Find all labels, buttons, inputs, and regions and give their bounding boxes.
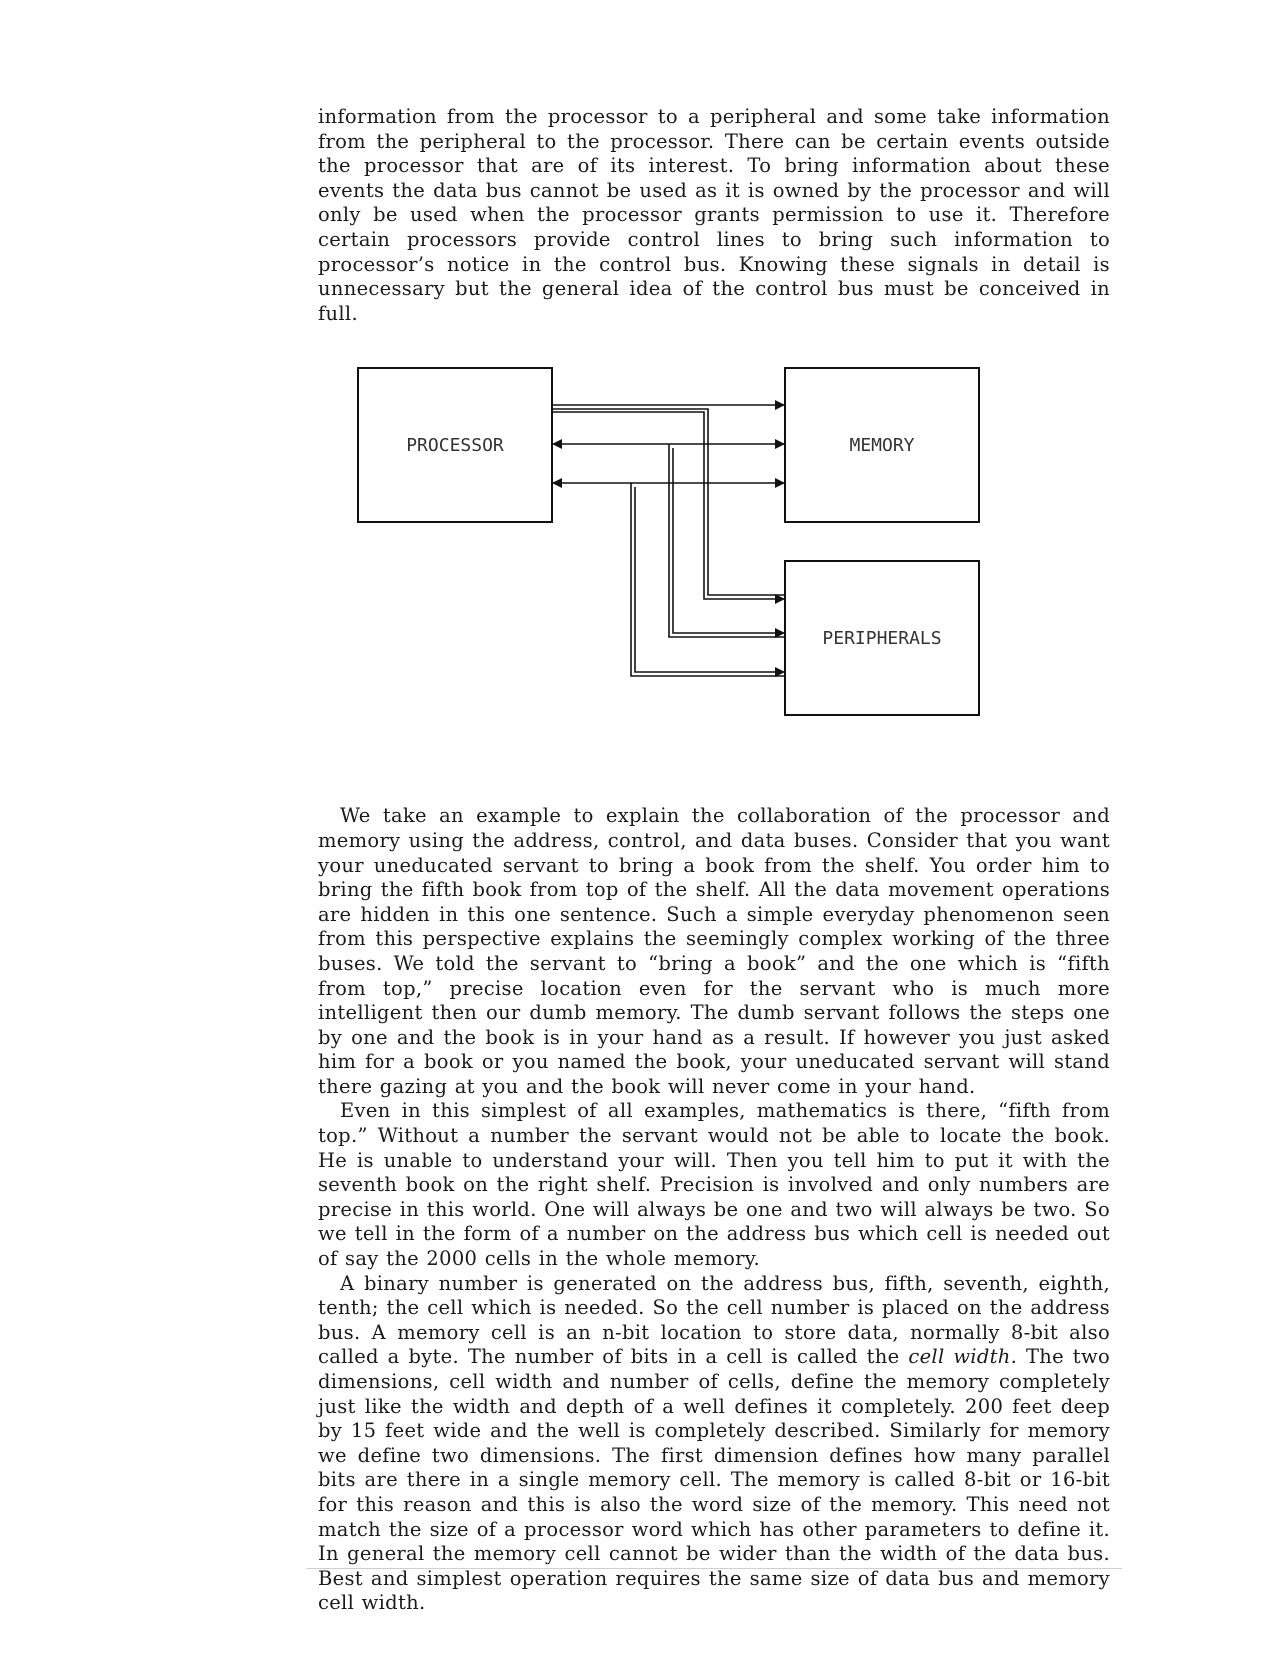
control-bus-line-a [669,444,785,637]
paragraph-cell-width-text-1: A binary number is generated on the address bus, fifth, seventh, eighth, tenth; the cell which is needed. So the cell number is placed on the address bus. A memory cell is an n-bit location to store data, normally 8-bit also called a byte. The number of bits in a cell is called the [318,1271,1110,1369]
cell-width-term: cell width [908,1345,1011,1369]
control-bus-line-b [673,448,785,633]
document-page [318,105,1110,1616]
bus-lines [552,405,785,676]
data-bus-line-b [635,487,785,672]
page-bottom-rule [306,1568,1122,1569]
paragraph-cell-width [318,1272,1110,1616]
processor-label: PROCESSOR [406,435,504,457]
memory-label: MEMORY [849,435,915,457]
paragraph-servant-example: We take an example to explain the collaboration of the processor and memory using the address, control, and data buses. Consider that you want your uneducated servant to bring a book from the shelf. You order him to bring the fifth book from top of the shelf. All the data movement operations are hidden in this one sentence. Such a simple everyday phenomenon seen from this perspective explains the seemingly complex working of the three buses. We told the servant to “bring a book” and the one which is “fifth from top,” precise location even for the servant who is much more intelligent then our dumb memory. The dumb servant follows the steps one by one and the book is in your hand as a result. If however you just asked him for a book or you named the book, your uneducated servant will stand there gazing at you and the book will never come in your hand. [318,804,1110,1098]
bus-diagram-svg [318,360,1110,758]
paragraph-control-bus: information from the processor to a peripheral and some take information from the peripheral to the processor. There can be certain events outside the processor that are of its interest. To bring information about these events the data bus cannot be used as it is owned by the processor and will only be used when the processor grants permission to use it. Therefore certain processors provide control lines to bring such information to processor’s notice in the control bus. Knowing these signals in detail is unnecessary but the general idea of the control bus must be conceived in full. [318,105,1110,325]
peripherals-label: PERIPHERALS [822,628,942,650]
bus-diagram [318,360,1110,758]
paragraph-mathematics: Even in this simplest of all examples, mathematics is there, “fifth from top.” Without a number the servant would not be able to locate the book. He is unable to understand your will. Then you tell him to put it with the seventh book on the right shelf. Precision is involved and only numbers are precise in this world. One will always be one and two will always be two. So we tell in the form of a number on the address bus which cell is needed out of say the 2000 cells in the whole memory. [318,1099,1110,1271]
paragraph-cell-width-text-2: . The two dimensions, cell width and number of cells, define the memory completely just like the width and depth of a well defines it completely. 200 feet deep by 15 feet wide and the well is completely described. Similarly for memory we define two dimensions. The first dimension defines how many parallel bits are there in a single memory cell. The memory is called 8-bit or 16-bit for this reason and this is also the word size of the memory. This need not match the size of a processor word which has other parameters to define it. In general the memory cell cannot be wider than the width of the data bus. Best and simplest operation requires the same size of data bus and memory cell width. [318,1345,1110,1615]
